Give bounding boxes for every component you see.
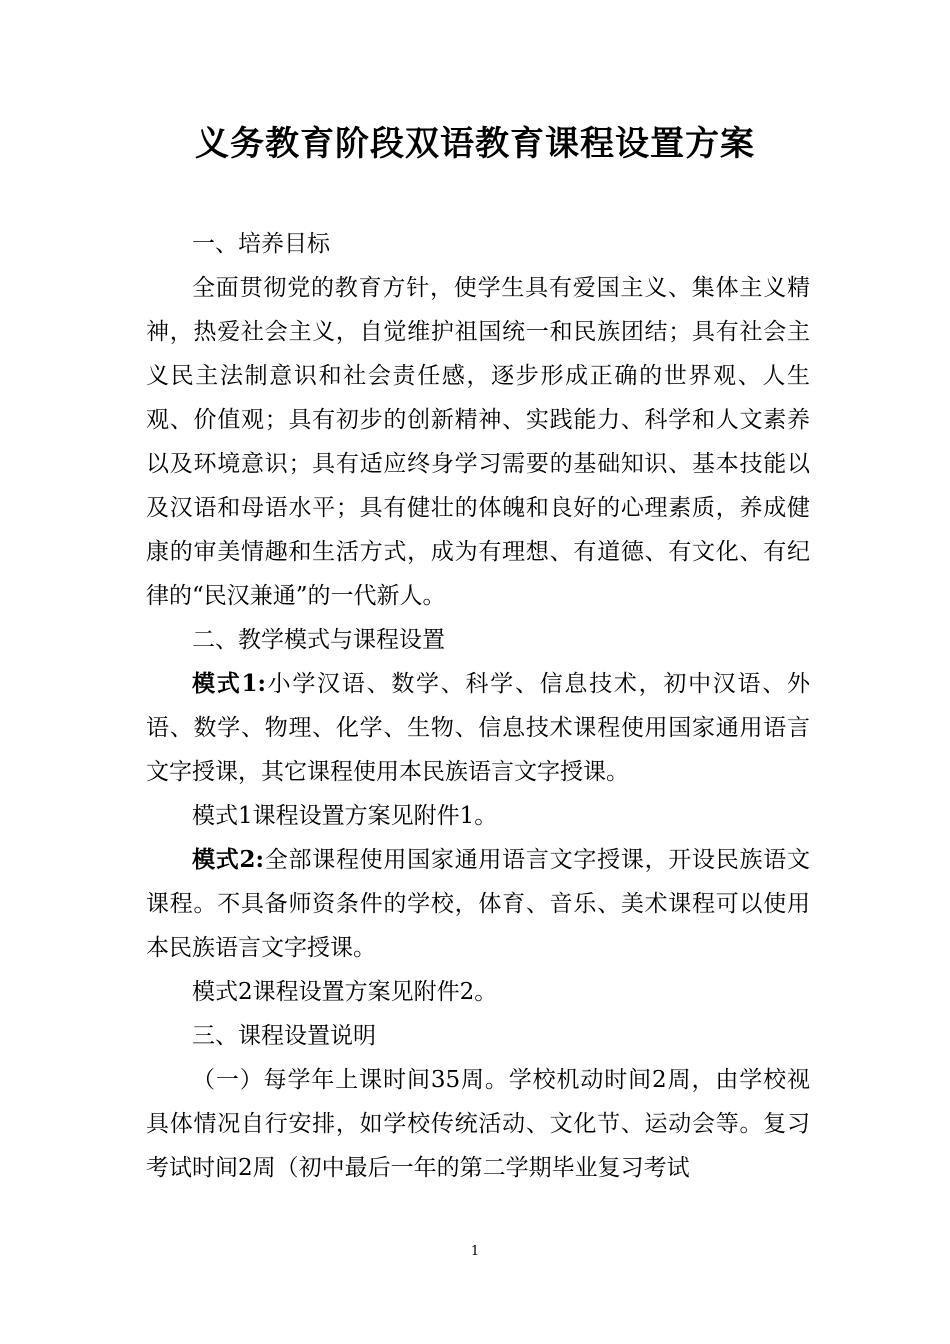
mode-2-label: 模式2: — [192, 846, 264, 873]
page-number: 1 — [470, 1244, 480, 1259]
mode-1-text: 小学汉语、数学、科学、信息技术，初中汉语、外语、数学、物理、化学、生物、信息技术课程使用国家通用语言文字授课，其它课程使用本民族语言文字授课。 — [146, 671, 810, 785]
mode-1-paragraph — [146, 662, 810, 794]
training-goals-paragraph: 全面贯彻党的教育方针，使学生具有爱国主义、集体主义精神，热爱社会主义，自觉维护祖国统一和民族团结；具有社会主义民主法制意识和社会责任感，逐步形成正确的世界观、人生观、价值观；具有初步的创新精神、实践能力、科学和人文素养以及环境意识；具有适应终身学习需要的基础知识、基本技能以及汉语和母语水平；具有健壮的体魄和良好的心理素质，养成健康的审美情趣和生活方式，成为有理想、有道德、有文化、有纪律的“民汉兼通”的一代新人。 — [146, 275, 810, 609]
section-heading-training-goals: 一、培养目标 — [192, 231, 330, 257]
document-title: 义务教育阶段双语教育课程设置方案 — [195, 124, 755, 164]
mode-2-paragraph — [146, 838, 810, 970]
mode-1-reference: 模式1课程设置方案见附件1。 — [192, 803, 498, 829]
mode-2-text: 全部课程使用国家通用语言文字授课，开设民族语文课程。不具备师资条件的学校，体育、音乐、美术课程可以使用本民族语言文字授课。 — [146, 847, 811, 961]
mode-2-reference: 模式2课程设置方案见附件2。 — [192, 979, 498, 1005]
course-notes-paragraph: （一）每学年上课时间35周。学校机动时间2周，由学校视具体情况自行安排，如学校传统活动、文化节、运动会等。复习考试时间2周（初中最后一年的第二学期毕业复习考试 — [146, 1067, 810, 1181]
document-body — [146, 222, 810, 1190]
section-heading-course-notes: 三、课程设置说明 — [192, 1023, 376, 1049]
section-heading-teaching-modes: 二、教学模式与课程设置 — [192, 627, 445, 653]
mode-1-label: 模式1: — [192, 670, 266, 697]
